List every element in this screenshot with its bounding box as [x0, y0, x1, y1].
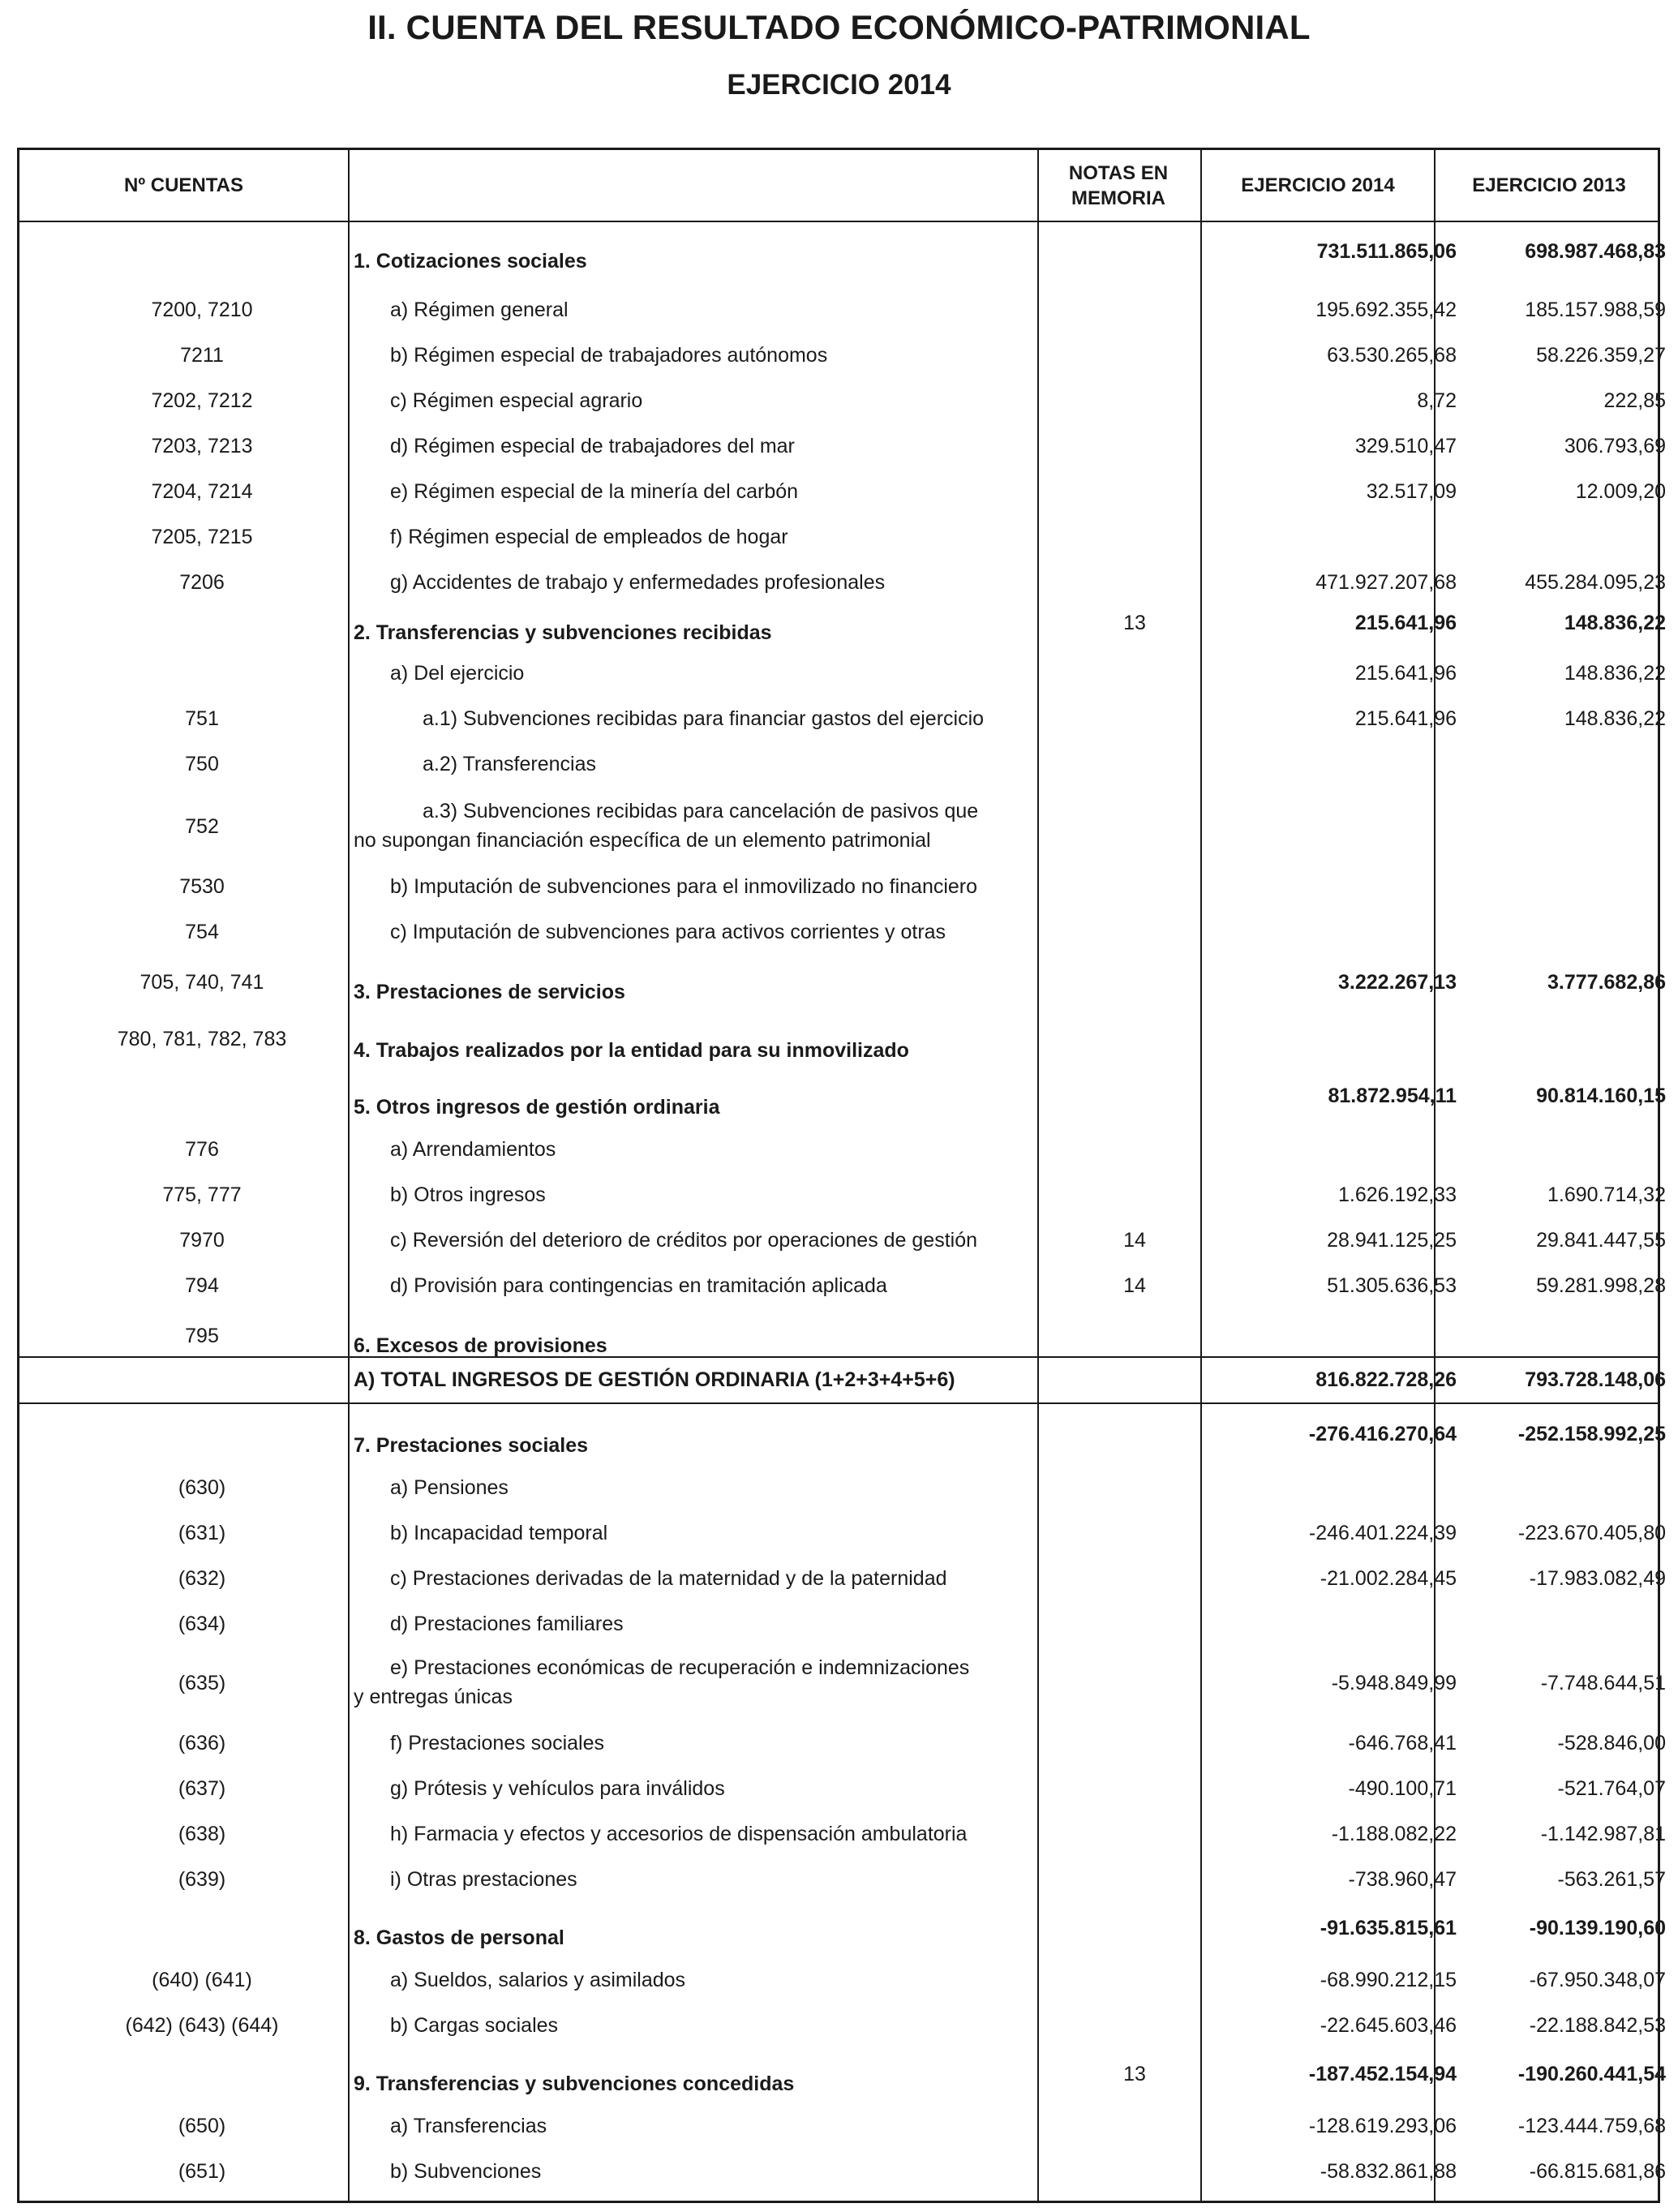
- value-2013: 58.226.359,27: [1536, 344, 1666, 367]
- concept-label: b) Cargas sociales: [390, 2014, 559, 2037]
- concept-label: d) Prestaciones familiares: [390, 1613, 624, 1635]
- value-2014: 471.927.207,68: [1315, 571, 1457, 594]
- value-2014: 81.872.954,11: [1328, 1085, 1457, 1107]
- concept-label: a) Sueldos, salarios y asimilados: [390, 1969, 686, 1991]
- account-code: 775, 777: [162, 1183, 242, 1206]
- concept-label: a) Pensiones: [390, 1476, 509, 1499]
- concept-label: a) Del ejercicio: [390, 662, 525, 685]
- account-code: (637): [178, 1777, 226, 1800]
- header-cuentas: Nº CUENTAS: [124, 174, 243, 196]
- concept-label: 9. Transferencias y subvenciones concedidas: [354, 2072, 795, 2095]
- concept-label: i) Otras prestaciones: [390, 1868, 577, 1891]
- concept-label-continued: no supongan financiación específica de un elemento patrimonial: [354, 829, 931, 852]
- concept-label: 3. Prestaciones de servicios: [354, 981, 625, 1003]
- value-2014: -276.416.270,64: [1308, 1423, 1457, 1445]
- value-2014: 63.530.265,68: [1327, 344, 1457, 367]
- concept-label: c) Reversión del deterioro de créditos por operaciones de gestión: [390, 1229, 978, 1252]
- concept-label: 4. Trabajos realizados por la entidad para su inmovilizado: [354, 1039, 909, 1062]
- value-2014: -21.002.284,45: [1320, 1567, 1457, 1590]
- value-2014: -91.635.815,61: [1320, 1917, 1457, 1939]
- account-code: (650): [178, 2115, 226, 2137]
- header-ejercicio-2014: EJERCICIO 2014: [1241, 174, 1395, 196]
- account-code: (635): [178, 1672, 226, 1694]
- value-2014: 215.641,96: [1354, 612, 1457, 634]
- value-2013: -223.670.405,80: [1517, 1522, 1666, 1544]
- value-2013: -1.142.987,81: [1540, 1823, 1666, 1845]
- account-code: (631): [178, 1522, 226, 1544]
- account-code: (636): [178, 1732, 226, 1755]
- concept-label: 5. Otros ingresos de gestión ordinaria: [354, 1096, 720, 1119]
- account-code: 780, 781, 782, 783: [117, 1028, 287, 1050]
- value-2013: 185.157.988,59: [1525, 299, 1666, 321]
- account-code: 7530: [179, 875, 225, 898]
- value-2013: 3.777.682,86: [1547, 971, 1666, 994]
- value-2013: -22.188.842,53: [1529, 2014, 1666, 2037]
- value-2013: -190.260.441,54: [1517, 2063, 1666, 2085]
- col-divider: [1037, 150, 1039, 2201]
- concept-label: e) Prestaciones económicas de recuperación e indemnizaciones: [390, 1656, 970, 1679]
- value-2013: -67.950.348,07: [1529, 1969, 1666, 1991]
- value-2014: -646.768,41: [1348, 1732, 1457, 1755]
- concept-label: c) Régimen especial agrario: [390, 389, 643, 412]
- value-2014: -187.452.154,94: [1308, 2063, 1457, 2085]
- header-ejercicio-2013: EJERCICIO 2013: [1472, 174, 1626, 196]
- account-code: (632): [178, 1567, 226, 1590]
- value-2014: 3.222.267,13: [1338, 971, 1457, 994]
- concept-label: f) Prestaciones sociales: [390, 1732, 605, 1755]
- account-code: 7202, 7212: [151, 389, 253, 412]
- value-2014: 215.641,96: [1354, 707, 1457, 730]
- account-code: 7970: [179, 1229, 225, 1252]
- concept-label: g) Prótesis y vehículos para inválidos: [390, 1777, 725, 1800]
- value-2013: 222,85: [1603, 389, 1666, 412]
- value-2014: -68.990.212,15: [1320, 1969, 1457, 1991]
- value-2014: 1.626.192,33: [1338, 1183, 1457, 1206]
- header-divider: [19, 221, 1658, 222]
- concept-label: 1. Cotizaciones sociales: [354, 250, 587, 273]
- total-divider-bottom: [19, 1402, 1658, 1404]
- concept-label: g) Accidentes de trabajo y enfermedades profesionales: [390, 571, 886, 594]
- value-2014: 329.510,47: [1354, 435, 1457, 457]
- value-2014: 8,72: [1417, 389, 1457, 412]
- concept-label: h) Farmacia y efectos y accesorios de dispensación ambulatoria: [390, 1823, 968, 1845]
- value-2013: 306.793,69: [1564, 435, 1666, 457]
- concept-label: 6. Excesos de provisiones: [354, 1334, 607, 1357]
- value-2014: -1.188.082,22: [1331, 1823, 1457, 1845]
- value-2014: 32.517,09: [1366, 480, 1457, 503]
- value-2013: 1.690.714,32: [1547, 1183, 1666, 1206]
- memory-note: 13: [1123, 2063, 1146, 2085]
- memory-note: 13: [1123, 612, 1146, 634]
- account-code: 7204, 7214: [151, 480, 253, 503]
- account-code: 794: [185, 1274, 219, 1297]
- value-2013: 698.987.468,83: [1525, 240, 1666, 263]
- value-2013: 793.728.148,06: [1525, 1368, 1666, 1391]
- concept-label: c) Imputación de subvenciones para activos corrientes y otras: [390, 921, 946, 943]
- account-code: 7206: [179, 571, 225, 594]
- concept-label: d) Provisión para contingencias en tramitación aplicada: [390, 1274, 887, 1297]
- value-2014: -246.401.224,39: [1308, 1522, 1457, 1544]
- value-2013: -123.444.759,68: [1517, 2115, 1666, 2137]
- account-code: 751: [185, 707, 219, 730]
- value-2014: 731.511.865,06: [1316, 240, 1457, 263]
- concept-label: 7. Prestaciones sociales: [354, 1434, 589, 1457]
- concept-label: b) Incapacidad temporal: [390, 1522, 608, 1544]
- page-title: II. CUENTA DEL RESULTADO ECONÓMICO-PATRIMONIAL: [367, 8, 1311, 46]
- value-2014: 28.941.125,25: [1327, 1229, 1457, 1252]
- account-code: 754: [185, 921, 219, 943]
- account-code: 752: [185, 815, 219, 838]
- account-code: (634): [178, 1613, 226, 1635]
- account-code: (651): [178, 2160, 226, 2183]
- value-2014: -490.100,71: [1348, 1777, 1457, 1800]
- value-2013: 148.836,22: [1564, 612, 1666, 634]
- concept-label-continued: y entregas únicas: [354, 1686, 513, 1708]
- account-code: 705, 740, 741: [139, 971, 264, 994]
- memory-note: 14: [1123, 1274, 1146, 1297]
- value-2013: 148.836,22: [1564, 662, 1666, 685]
- value-2013: -528.846,00: [1557, 1732, 1666, 1755]
- account-code: 7200, 7210: [151, 299, 253, 321]
- account-code: 7211: [180, 344, 224, 367]
- account-code: 7203, 7213: [151, 435, 253, 457]
- value-2013: -66.815.681,86: [1529, 2160, 1666, 2183]
- concept-label: a) Régimen general: [390, 299, 569, 321]
- concept-label: a.3) Subvenciones recibidas para cancelación de pasivos que: [423, 800, 979, 823]
- total-divider-top: [19, 1356, 1658, 1358]
- concept-label: a) Arrendamientos: [390, 1138, 556, 1161]
- concept-label: 8. Gastos de personal: [354, 1926, 564, 1949]
- concept-label: a.1) Subvenciones recibidas para financiar gastos del ejercicio: [423, 707, 985, 730]
- concept-label: b) Imputación de subvenciones para el inmovilizado no financiero: [390, 875, 978, 898]
- concept-label: b) Otros ingresos: [390, 1183, 546, 1206]
- account-code: 750: [185, 753, 219, 775]
- value-2014: -738.960,47: [1348, 1868, 1457, 1891]
- account-code: (630): [178, 1476, 226, 1499]
- value-2013: 29.841.447,55: [1536, 1229, 1666, 1252]
- value-2013: -521.764,07: [1557, 1777, 1666, 1800]
- value-2014: 195.692.355,42: [1315, 299, 1457, 321]
- results-table: [17, 148, 1666, 2203]
- col-divider: [1200, 150, 1202, 2201]
- value-2013: -252.158.992,25: [1517, 1423, 1666, 1445]
- value-2013: -90.139.190,60: [1529, 1917, 1666, 1939]
- concept-label: 2. Transferencias y subvenciones recibidas: [354, 621, 772, 644]
- value-2013: 455.284.095,23: [1525, 571, 1666, 594]
- value-2013: 59.281.998,28: [1536, 1274, 1666, 1297]
- value-2013: -563.261,57: [1557, 1868, 1666, 1891]
- account-code: 776: [185, 1138, 219, 1161]
- value-2013: -17.983.082,49: [1529, 1567, 1666, 1590]
- concept-label: c) Prestaciones derivadas de la maternidad y de la paternidad: [390, 1567, 947, 1590]
- account-code: (642) (643) (644): [125, 2014, 279, 2037]
- value-2014: -58.832.861,88: [1320, 2160, 1457, 2183]
- value-2014: 215.641,96: [1354, 662, 1457, 685]
- header-notas: NOTAS EN MEMORIA: [1068, 161, 1169, 209]
- page-subtitle: EJERCICIO 2014: [727, 69, 951, 101]
- value-2014: 51.305.636,53: [1327, 1274, 1457, 1297]
- concept-label: A) TOTAL INGRESOS DE GESTIÓN ORDINARIA (1+2+3+4+5+6): [354, 1368, 955, 1391]
- concept-label: e) Régimen especial de la minería del carbón: [390, 480, 799, 503]
- concept-label: a) Transferencias: [390, 2115, 547, 2137]
- account-code: (640) (641): [152, 1969, 252, 1991]
- concept-label: b) Subvenciones: [390, 2160, 542, 2183]
- value-2013: -7.748.644,51: [1540, 1672, 1666, 1694]
- value-2013: 148.836,22: [1564, 707, 1666, 730]
- value-2013: 90.814.160,15: [1536, 1085, 1666, 1107]
- value-2014: -128.619.293,06: [1308, 2115, 1457, 2137]
- account-code: (639): [178, 1868, 226, 1891]
- concept-label: a.2) Transferencias: [423, 753, 596, 775]
- concept-label: b) Régimen especial de trabajadores autónomos: [390, 344, 828, 367]
- concept-label: d) Régimen especial de trabajadores del mar: [390, 435, 795, 457]
- value-2014: -22.645.603,46: [1320, 2014, 1457, 2037]
- value-2014: -5.948.849,99: [1331, 1672, 1457, 1694]
- concept-label: f) Régimen especial de empleados de hogar: [390, 526, 788, 548]
- account-code: 7205, 7215: [151, 526, 253, 548]
- account-code: 795: [185, 1325, 219, 1347]
- value-2014: 816.822.728,26: [1315, 1368, 1457, 1391]
- account-code: (638): [178, 1823, 226, 1845]
- memory-note: 14: [1123, 1229, 1146, 1252]
- value-2013: 12.009,20: [1575, 480, 1666, 503]
